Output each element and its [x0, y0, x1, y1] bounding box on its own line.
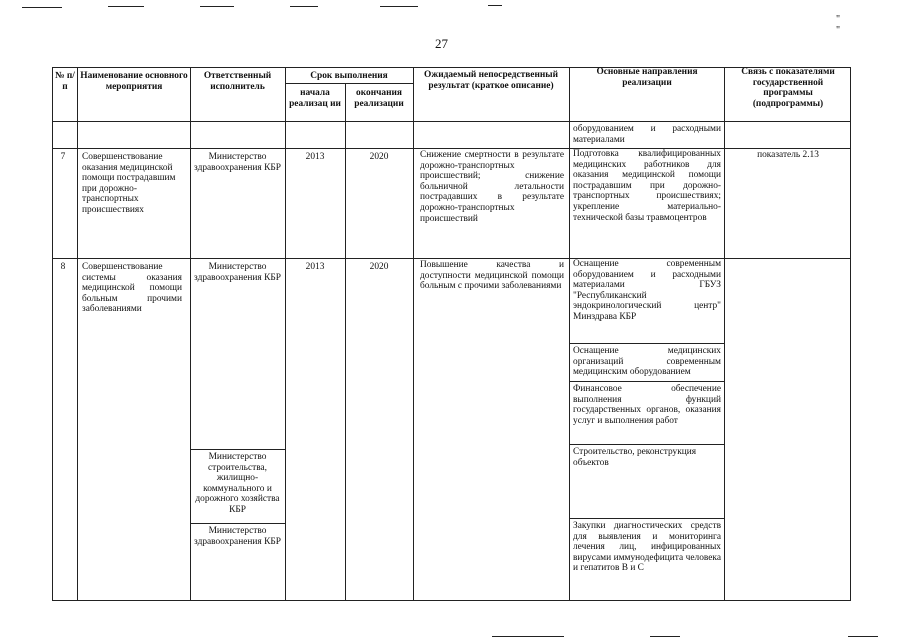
- header-end: окончания реализации: [354, 88, 404, 109]
- header-period: Срок выполнения: [310, 71, 388, 81]
- row7-link: показатель 2.13: [757, 150, 819, 160]
- row8-direction-2: Оснащение медицинских организаций современным медицинским оборудованием: [573, 346, 721, 378]
- header-start: начала реализац ии: [289, 88, 341, 109]
- header-num: № п/п: [55, 71, 75, 92]
- header-name: Наименование основного мероприятия: [80, 71, 188, 92]
- row8-direction-1: Оснащение современным оборудованием и расходными материалами ГБУЗ "Республиканский эндокринологический центр" Минздрава КБР: [573, 259, 721, 322]
- page-number: 27: [435, 36, 448, 51]
- row7-start: 2013: [305, 152, 325, 162]
- header-result: Ожидаемый непосредственный результат (краткое описание): [424, 70, 558, 91]
- row8-responsible-3: Министерство здравоохранения КБР: [194, 526, 281, 547]
- row8-num: 8: [60, 262, 66, 272]
- header-link: Связь с показателями государственной программы (подпрограммы): [741, 67, 835, 109]
- header-responsible: Ответственный исполнитель: [203, 71, 272, 92]
- row7-end: 2020: [369, 152, 389, 162]
- row7-result: Снижение смертности в результате дорожно-транспортных происшествий; снижение больничной летальности пострадавших в результате дорожно-транспортных происшествий: [420, 150, 564, 224]
- header-directions: Основные направления реализации: [596, 67, 698, 88]
- corner-marks: " ": [836, 14, 869, 36]
- row8-direction-4: Строительство, реконструкция объектов: [573, 447, 697, 468]
- row8-direction-3: Финансовое обеспечение выполнения функций государственных органов, оказания услуг и выполнения работ: [573, 384, 721, 426]
- row8-result: Повышение качества и доступности медицинской помощи больным с прочими заболеваниями: [420, 260, 564, 292]
- row7-num: 7: [60, 152, 66, 162]
- row7-responsible: Министерство здравоохранения КБР: [194, 152, 281, 173]
- row8-direction-5: Закупки диагностических средств для выявления и мониторинга лечения лиц, инфицированных вирусами иммунодефицита человека и гепатитов В и С: [573, 521, 721, 574]
- row7-name: Совершенствование оказания медицинской помощи пострадавшим при дорожно-транспортных происшествиях: [82, 152, 176, 215]
- row8-end: 2020: [369, 262, 389, 272]
- row8-name: Совершенствование системы оказания медицинской помощи больным прочими заболеваниями: [82, 262, 182, 315]
- row8-start: 2013: [305, 262, 325, 272]
- row8-responsible: Министерство здравоохранения КБР: [194, 262, 281, 283]
- row8-responsible-2: Министерство строительства, жилищно-коммунального и дорожного хозяйства КБР: [195, 452, 280, 515]
- continuation-direction: оборудованием и расходными материалами: [573, 124, 721, 145]
- row7-direction: Подготовка квалифицированных медицинских работников для оказания медицинской помощи пострадавшим при дорожно-транспортных происшествиях; укрепление материально-технической базы травмоцентров: [573, 149, 721, 223]
